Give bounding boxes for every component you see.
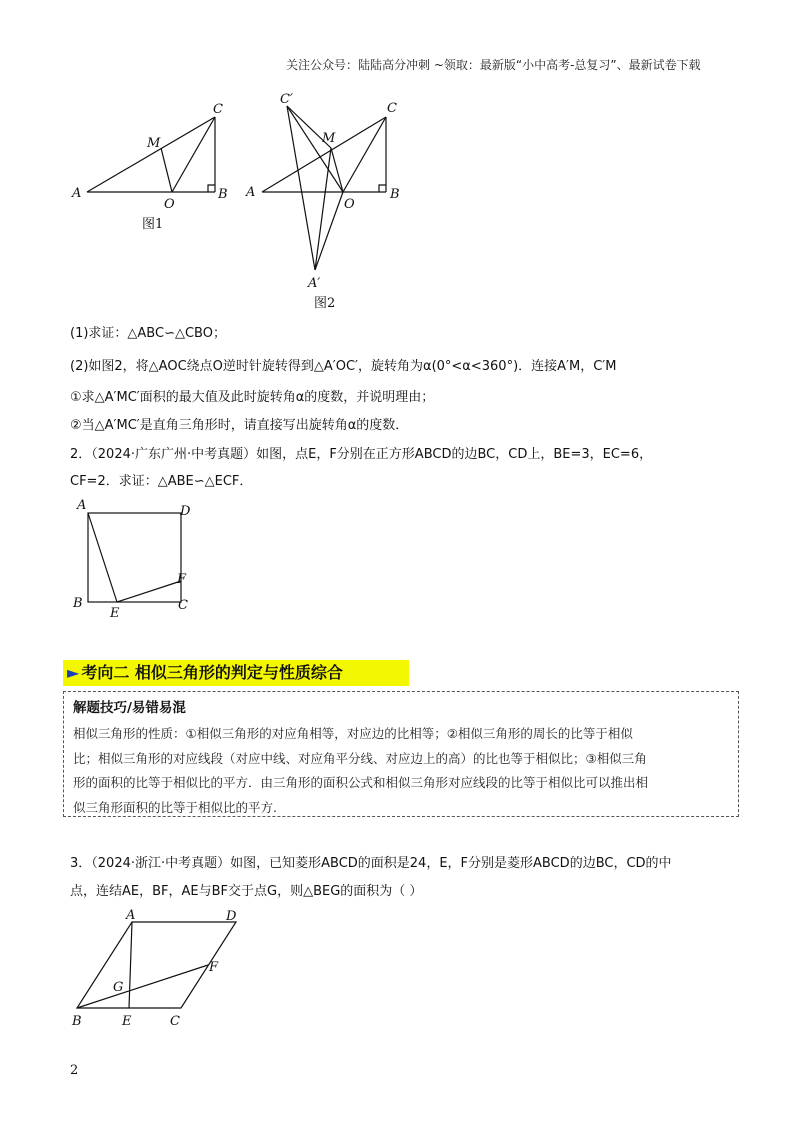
segment-AC — [262, 117, 386, 192]
label-D: D — [226, 909, 237, 924]
problem-1-sub-2: ②当△A′MC′是直角三角形时，请直接写出旋转角α的度数． — [70, 418, 409, 433]
segment-MO — [161, 148, 172, 192]
label-C: C — [213, 102, 223, 117]
problem-2-line-2: CF=2．求证：△ABE∽△ECF． — [70, 474, 253, 489]
segment-AC — [87, 117, 215, 192]
label-O: O — [344, 197, 355, 212]
segment-BF — [77, 965, 208, 1008]
label-G: G — [113, 980, 124, 995]
label-B: B — [218, 187, 228, 202]
tips-line-3: 形的面积的比等于相似比的平方．由三角形的面积公式和相似三角形对应线段的比等于相似比可以推出相 — [73, 775, 649, 790]
tips-title: 解题技巧/易错易混 — [73, 700, 186, 716]
section-arrow-icon: ► — [67, 663, 80, 682]
figure-rhombus — [62, 905, 262, 1035]
label-A: A — [77, 498, 87, 513]
label-B: B — [73, 596, 83, 611]
label-C: C — [178, 598, 188, 613]
right-angle-mark — [208, 185, 215, 192]
segment-CpO — [287, 106, 343, 192]
label-M: M — [322, 131, 336, 146]
problem-1-sub-1: ①求△A′MC′面积的最大值及此时旋转角α的度数，并说明理由； — [70, 390, 435, 405]
label-Ap: A′ — [308, 276, 321, 291]
label-B: B — [390, 187, 400, 202]
page-header: 关注公众号：陆陆高分冲刺 ~领取：最新版“小中高考-总复习”、最新试卷下载 — [286, 58, 701, 72]
label-A: A — [246, 185, 256, 200]
tips-box — [63, 691, 739, 817]
page-number: 2 — [70, 1063, 79, 1078]
label-D: D — [180, 504, 191, 519]
tips-text — [73, 722, 729, 820]
right-angle-mark — [379, 185, 386, 192]
section-title-bar — [63, 660, 409, 686]
label-E: E — [122, 1014, 132, 1029]
problem-3-line-2: 点，连结AE，BF，AE与BF交于点G，则△BEG的面积为（ ） — [70, 884, 423, 899]
label-M: M — [147, 136, 161, 151]
label-E: E — [110, 606, 120, 621]
segment-OC — [172, 117, 215, 192]
problem-3-line-1: 3．（2024·浙江·中考真题）如图，已知菱形ABCD的面积是24，E，F分别是菱形ABCD的边BC，CD的中 — [70, 856, 672, 871]
label-F: F — [209, 960, 219, 975]
segment-EF — [117, 581, 181, 602]
label-A: A — [126, 908, 136, 923]
figure-2-caption: 图2 — [314, 296, 336, 311]
label-B: B — [72, 1014, 82, 1029]
label-O: O — [164, 197, 175, 212]
segment-MO — [331, 148, 343, 192]
label-F: F — [177, 572, 187, 587]
problem-1-part-2: (2)如图2，将△AOC绕点O逆时针旋转得到△A′OC′，旋转角为α(0°<α<360°)．连接A′M，C′M — [70, 359, 617, 374]
figure-1 — [60, 95, 240, 235]
segment-OC — [343, 117, 386, 192]
figure-1-caption: 图1 — [142, 217, 164, 232]
problem-1-part-1: (1)求证：△ABC∽△CBO； — [70, 326, 226, 341]
label-C: C — [170, 1014, 180, 1029]
segment-AE — [129, 922, 132, 1008]
tips-line-1: 相似三角形的性质：①相似三角形的对应角相等，对应边的比相等；②相似三角形的周长的比等于相似 — [73, 726, 633, 741]
segment-MAp — [315, 148, 331, 270]
segment-OAp — [315, 192, 343, 270]
segment-CpAp — [287, 106, 315, 270]
label-Cp: C′ — [280, 92, 293, 107]
label-A: A — [72, 186, 82, 201]
tips-line-2: 比；相似三角形的对应线段（对应中线、对应角平分线、对应边上的高）的比也等于相似比；③相似三角 — [73, 750, 647, 766]
section-title: 考向二 相似三角形的判定与性质综合 — [81, 663, 343, 682]
figure-2 — [240, 90, 420, 315]
tips-line-4: 似三角形面积的比等于相似比的平方. — [73, 799, 277, 815]
figure-square — [65, 495, 205, 620]
problem-2-line-1: 2．（2024·广东广州·中考真题）如图，点E，F分别在正方形ABCD的边BC，CD上，BE=3，EC=6， — [70, 447, 653, 462]
label-C: C — [387, 101, 397, 116]
segment-AE — [88, 513, 117, 602]
